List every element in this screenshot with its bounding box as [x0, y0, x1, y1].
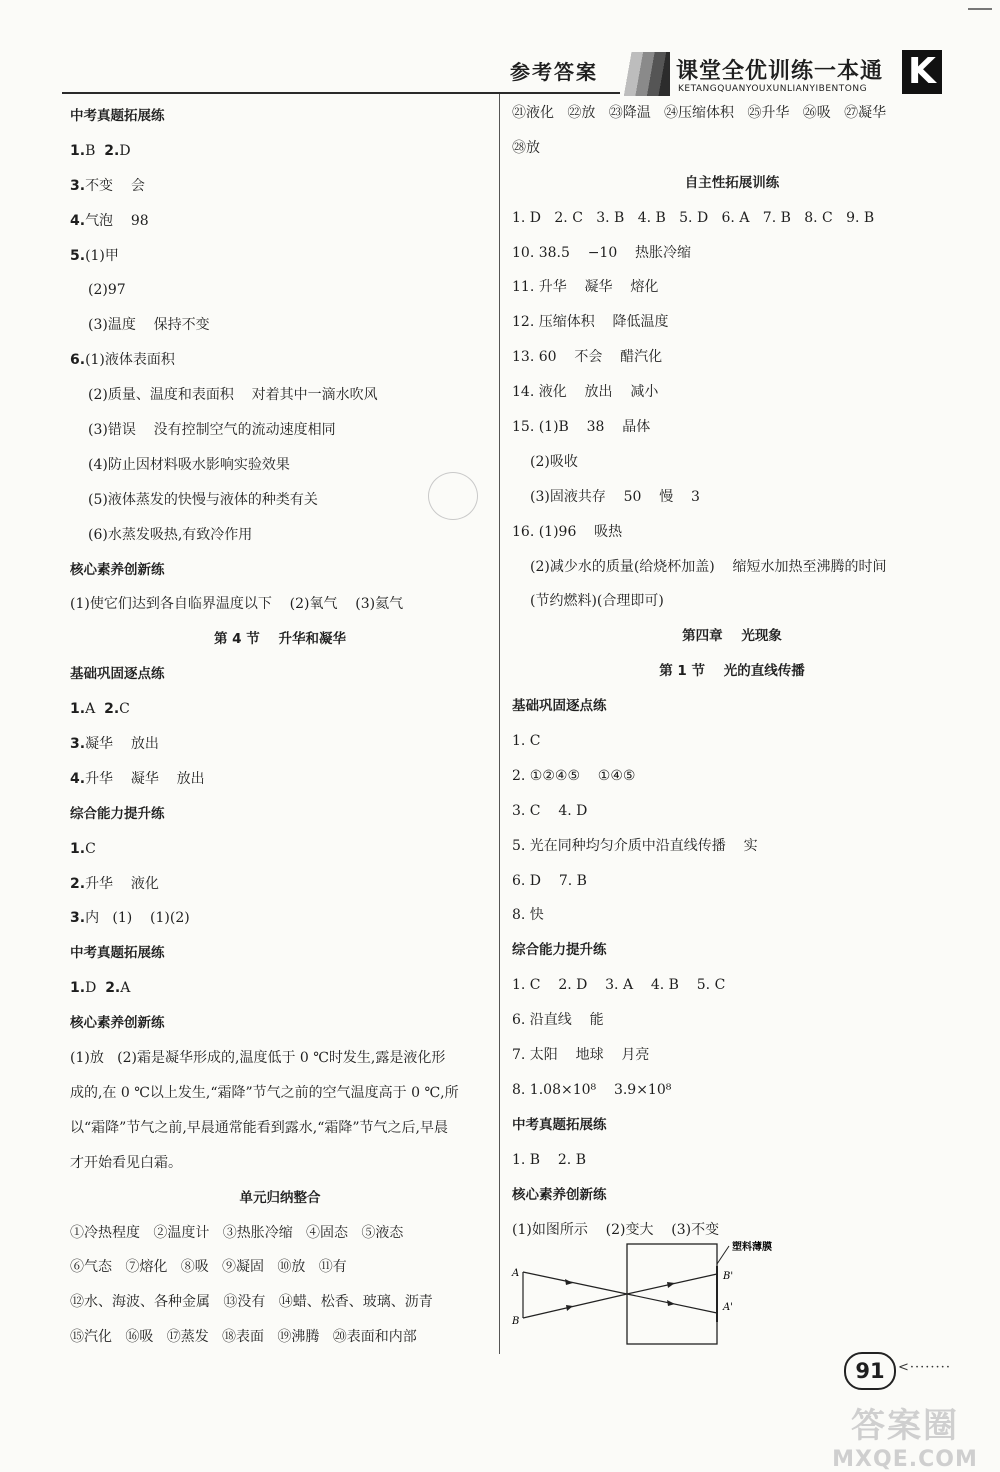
- left-line: (4)防止因材料吸水影响实验效果: [88, 456, 290, 473]
- right-line: 13. 60 不会 醋汽化: [512, 349, 663, 366]
- right-line: 第四章 光现象: [682, 628, 782, 645]
- right-line: (1)如图所示 (2)变大 (3)不变: [512, 1221, 720, 1238]
- left-line: ⑫水、海波、各种金属 ⑬没有 ⑭蜡、松香、玻璃、沥青: [70, 1294, 433, 1311]
- answer-text: C: [85, 840, 96, 857]
- right-line: 第 1 节 光的直线传播: [659, 663, 805, 680]
- question-number: 2.: [104, 142, 120, 159]
- right-line: 1. D 2. C 3. B 4. B 5. D 6. A 7. B 8. C 9. B: [512, 209, 875, 226]
- left-line: 第 4 节 升华和凝华: [213, 631, 347, 648]
- right-column: [512, 96, 952, 1247]
- answer-text: A: [85, 701, 105, 718]
- right-line: (2)吸收: [530, 453, 578, 470]
- right-line: 12. 压缩体积 降低温度: [512, 314, 669, 331]
- left-line: (6)水蒸发吸热,有致冷作用: [88, 526, 253, 543]
- watermark-text: 答案圈: [851, 1406, 959, 1446]
- header-stripe-decoration: [620, 52, 670, 96]
- right-line: 基础巩固逐点练: [512, 698, 607, 715]
- label-a: A: [512, 1268, 520, 1279]
- left-line: 中考真题拓展练: [70, 108, 165, 124]
- question-number: 6.: [70, 352, 86, 369]
- right-line: 16. (1)96 吸热: [512, 523, 623, 540]
- right-line: 2. ①②④⑤ ①④⑤: [512, 767, 636, 784]
- right-line: ㉘放: [512, 139, 540, 156]
- right-line: (2)减少水的质量(给烧杯加盖) 缩短水加热至沸腾的时间: [530, 558, 887, 575]
- left-line: [70, 239, 490, 274]
- answer-text: A: [120, 980, 131, 997]
- right-line: 3. C 4. D: [512, 802, 588, 819]
- left-line: (5)液体蒸发的快慢与液体的种类有关: [88, 491, 318, 508]
- left-line: [70, 692, 490, 727]
- left-line: 才开始看见白霜。: [70, 1154, 182, 1171]
- faint-stamp: [428, 472, 478, 520]
- left-line: 以“霜降”节气之前,早晨通常能看到露水,“霜降”节气之后,早晨: [70, 1119, 448, 1136]
- answer-text: 不变 会: [85, 177, 145, 194]
- left-line: [70, 832, 490, 867]
- left-line: (3)温度 保持不变: [88, 317, 210, 334]
- right-line: 14. 液化 放出 减小: [512, 384, 659, 401]
- question-number: 1.: [70, 840, 86, 857]
- left-line: 成的,在 0 ℃以上发生,“霜降”节气之前的空气温度高于 0 ℃,所: [70, 1084, 459, 1101]
- right-line: 10. 38.5 −10 热胀冷缩: [512, 244, 692, 261]
- question-number: 2.: [104, 701, 120, 718]
- question-number: 3.: [70, 910, 86, 927]
- ray-a-in: [523, 1272, 627, 1294]
- right-line: ㉑液化 ㉒放 ㉓降温 ㉔压缩体积 ㉕升华 ㉖吸 ㉗凝华: [512, 105, 887, 121]
- right-line: 核心素养创新练: [512, 1186, 607, 1203]
- left-line: 综合能力提升练: [70, 805, 165, 822]
- left-column: [70, 99, 490, 1355]
- right-line: 11. 升华 凝华 熔化: [512, 279, 659, 296]
- brand-pinyin: KETANGQUANYOUXUNLIANYIBENTONG: [678, 84, 868, 94]
- right-line: 8. 快: [512, 907, 544, 924]
- label-a-prime: A': [723, 1302, 733, 1313]
- box-outline: [627, 1244, 717, 1344]
- right-line: 1. C 2. D 3. A 4. B 5. C: [512, 977, 726, 994]
- right-line: 1. B 2. B: [512, 1151, 586, 1168]
- answer-text: 升华 液化: [85, 875, 159, 892]
- ray-b-out-arrow: [667, 1282, 675, 1288]
- top-edge-mark: [968, 8, 992, 10]
- page-number: 91: [844, 1352, 896, 1390]
- left-line: 核心素养创新练: [70, 561, 165, 578]
- left-line: 核心素养创新练: [70, 1015, 165, 1032]
- film-label: 塑料薄膜: [732, 1242, 772, 1253]
- right-line: 中考真题拓展练: [512, 1116, 607, 1133]
- watermark-url: MXQE.COM: [832, 1447, 978, 1472]
- question-number: 1.: [70, 701, 86, 718]
- left-line: [70, 727, 490, 762]
- answers-title: 参考答案: [510, 60, 598, 84]
- question-number: 4.: [70, 770, 86, 787]
- left-line: 中考真题拓展练: [70, 945, 165, 962]
- question-number: 4.: [70, 212, 86, 229]
- column-divider: [499, 94, 500, 1354]
- question-number: 2.: [105, 980, 121, 997]
- header-rule: [62, 92, 620, 94]
- question-number: 1.: [70, 142, 86, 159]
- left-line: (1)使它们达到各自临界温度以下 (2)氧气 (3)氦气: [70, 596, 404, 613]
- answer-text: C: [119, 701, 130, 718]
- page-arrow-decoration: <········: [898, 1360, 951, 1375]
- right-line: 7. 太阳 地球 月亮: [512, 1047, 650, 1064]
- right-line: 5. 光在同种均匀介质中沿直线传播 实: [512, 837, 758, 854]
- ray-a-out-arrow: [667, 1300, 675, 1306]
- label-b-prime: B': [723, 1271, 734, 1282]
- right-line: (节约燃料)(合理即可): [530, 593, 664, 610]
- answer-text: (1)液体表面积: [85, 352, 175, 369]
- right-line: (3)固液共存 50 慢 3: [530, 488, 700, 505]
- question-number: 5.: [70, 247, 86, 264]
- label-b: B: [512, 1316, 520, 1327]
- answer-text: 凝华 放出: [85, 736, 159, 753]
- answer-text: (1)甲: [85, 247, 119, 264]
- left-line: 基础巩固逐点练: [70, 666, 165, 683]
- answer-text: B: [85, 142, 105, 159]
- left-line: (2)97: [88, 282, 126, 299]
- right-line: 6. D 7. B: [512, 872, 587, 889]
- right-line: 6. 沿直线 能: [512, 1012, 604, 1029]
- film-pointer: [717, 1246, 729, 1264]
- pinhole-diagram: [505, 1236, 805, 1352]
- right-line: 1. C: [512, 733, 541, 750]
- left-line: [70, 901, 490, 936]
- left-line: [70, 169, 490, 204]
- left-line: [70, 204, 490, 239]
- left-line: ⑥气态 ⑦熔化 ⑧吸 ⑨凝固 ⑩放 ⑪有: [70, 1259, 347, 1276]
- question-number: 1.: [70, 980, 86, 997]
- right-line: 8. 1.08×10⁸ 3.9×10⁸: [512, 1081, 672, 1098]
- brand-title: 课堂全优训练一本通: [676, 59, 884, 84]
- right-line: 15. (1)B 38 晶体: [512, 419, 651, 436]
- left-line: [70, 343, 490, 378]
- watermark: [820, 1398, 990, 1472]
- answer-text: D: [85, 980, 106, 997]
- right-line: 自主性拓展训练: [684, 174, 780, 191]
- answer-text: 升华 凝华 放出: [85, 770, 205, 787]
- question-number: 3.: [70, 177, 86, 194]
- left-line: (3)错误 没有控制空气的流动速度相同: [88, 422, 336, 439]
- question-number: 3.: [70, 736, 86, 753]
- left-line: ①冷热程度 ②温度计 ③热胀冷缩 ④固态 ⑤液态: [70, 1224, 404, 1241]
- ray-b-arrow: [566, 1305, 573, 1311]
- left-line: ⑮汽化 ⑯吸 ⑰蒸发 ⑱表面 ⑲沸腾 ⑳表面和内部: [70, 1329, 417, 1346]
- question-number: 2.: [70, 875, 86, 892]
- left-line: (2)质量、温度和表面积 对着其中一滴水吹风: [88, 387, 378, 404]
- left-line: [70, 762, 490, 797]
- answer-text: 内 (1) (1)(2): [85, 910, 190, 927]
- k-logo: K: [902, 50, 942, 94]
- left-line: 单元归纳整合: [239, 1189, 321, 1206]
- ray-b-in: [523, 1294, 627, 1318]
- left-line: [70, 134, 490, 169]
- right-line: 综合能力提升练: [512, 942, 607, 959]
- left-line: [70, 867, 490, 902]
- left-line: (1)放 (2)霜是凝华形成的,温度低于 0 ℃时发生,露是液化形: [70, 1050, 446, 1067]
- answer-text: D: [119, 142, 131, 159]
- left-line: [70, 971, 490, 1006]
- answer-text: 气泡 98: [85, 212, 149, 229]
